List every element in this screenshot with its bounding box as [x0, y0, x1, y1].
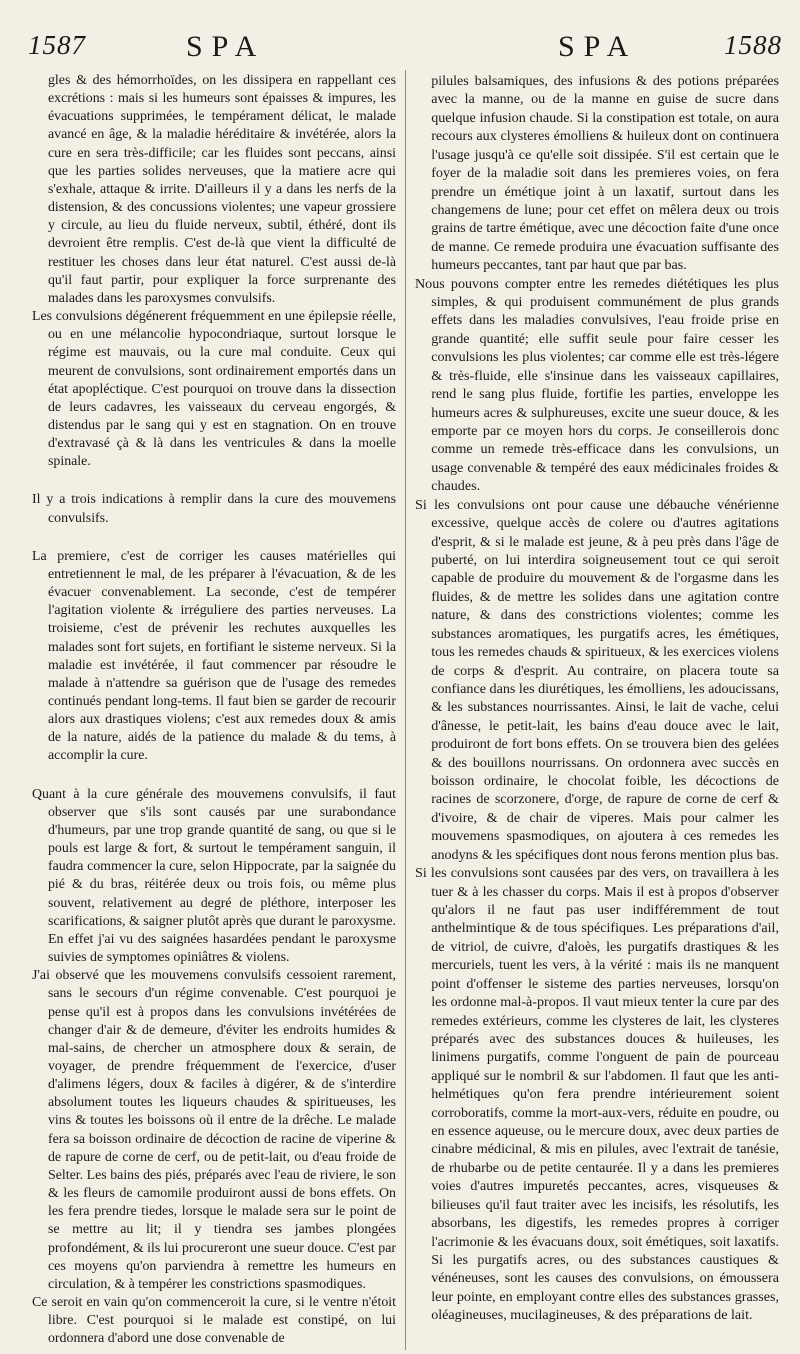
right-paragraph-1: pilules balsamiques, des infusions & des potions préparées avec la manne, ou de la manne en guise de sucre dans quelque infusion chaude. Si la constipation est totale, on aura recours aux clysteres émolliens & huileux dont on continuera l'usage jusqu'à ce qu'elle soit dissipée. S'il est certain que le foyer de la maladie soit dans les premieres voies, on fera prendre un émétique joint à un laxatif, surtout dans les changemens de lune; pour cet effet on mêlera deux ou trois grains de tartre émétique, avec une décoction faite d'une once de manne. Ce remede produira une évacuation suffisante des humeurs peccantes, tant par haut que par bas. [431, 73, 779, 274]
right-paragraph-4: Si les convulsions sont causées par des vers, on travaillera à les tuer & à les chasser du corps. Mais il est à propos d'observer qu'alors il ne faut pas user indifféremment de tout anthelmintique & de tous spécifiques. Les préparations d'ail, de vitriol, de cuivre, d'aloès, les purgatifs drastiques & les mercuriels, tuent les vers, à la vérité : mais ils ne manquent point d'offenser le sisteme des parties nerveuses, lorsqu'on les ordonne mal-à-propos. Il vaut mieux tenter la cure par des remedes extérieurs, comme les clysteres de lait, les clysteres préparés avec des substances douces & huileuses, les linimens purgatifs, comme l'onguent de pain de pourceau appliqué sur le nombril & sur l'abdomen. Il faut que les anti-helmétiques qu'on fera prendre intérieurement soient corroboratifs, comme la mort-aux-vers, réduite en poudre, ou en essence aqueuse, ou le mercure doux, avec deux parties de cinabre médicinal, & mis en pilules, avec l'extrait de tanésie, de rhubarbe ou de petite centaurée. Il y a dans les premieres voies d'autres impuretés peccantes, acres, visqueuses & bilieuses qu'il faut traiter avec les incisifs, les résolutifs, les absorbans, les digestifs, les remedes propres à corriger l'acrimonie & les évacuans doux, soit émétiques, soit laxatifs. Si les purgatifs acres, ou des substances caustiques & vénéneuses, sont les causes des convulsions, on émoussera leur pointe, en employant contre elles des substances grasses, oléagineuses, mucilagineuses, & des préparations de lait. [415, 865, 779, 1324]
left-running-head: SPA [186, 30, 266, 63]
right-page-number: 1588 [724, 30, 782, 60]
left-paragraph-2: Les convulsions dégénerent fréquemment en une épilepsie réelle, ou en une mélancolie hypocondriaque, surtout lorsque le régime est mauvais, ou la cure mal conduite. Ceux qui meurent de convulsions, sont ordinairement emportés dans un état apopléctique. C'est pourquoi on trouve dans la dissection de leurs cadavres, les vaisseaux du cerveau engorgés, & distendus par le sang qui y est en stagnation. On en trouve d'extravasé çà & là dans les ventricules & dans la moelle spinale. [32, 309, 396, 470]
left-column [32, 72, 396, 1348]
left-page-number: 1587 [28, 30, 86, 60]
right-column [415, 72, 779, 1325]
left-paragraph-3: Il y a trois indications à remplir dans la cure des mouvemens convulsifs. [32, 492, 396, 526]
column-divider [405, 70, 406, 1350]
left-paragraph-5: Quant à la cure générale des mouvemens convulsifs, il faut observer que s'ils sont causés par une surabondance d'humeurs, par une trop grande quantité de sang, ou que si le pouls est large & fort, & surtout le tempérament sanguin, il faudra commencer la cure, selon Hippocrate, par la saignée du pié & du bras, réitérée deux ou trois fois, ou même plus souvent, relativement au degré de pléthore, interposer les scarifications, & saigner plutôt après que durant le paroxysme. En effet j'ai vu des saignées hasardées pendant le paroxysme suivies de symptomes opiniâtres & violens. [32, 786, 396, 966]
right-paragraph-3: Si les convulsions ont pour cause une débauche vénérienne excessive, quelque accès de colere ou d'autres agitations d'esprit, & si le malade est jeune, & à peu près dans l'âge de puberté, on lui interdira soigneusement tout ce qui seroit capable de produire du mouvement & de l'orgasme dans les fluides, & de mettre les solides dans une agitation contre nature, & dans des constrictions violentes; comme les substances aromatiques, les purgatifs acres, les émétiques, tous les remedes chauds & spiritueux, & les exercices violens de corps & d'esprit. Au contraire, on placera toute sa confiance dans les diurétiques, les émolliens, les adoucissans, & les substances nourrissantes. Ainsi, le lait de vache, celui d'ânesse, le petit-lait, les bains d'eau douce avec le lait, produiront de fort bons effets. On se trouvera bien des gelées & des bouillons nourrissans. On ordonnera avec succès en boisson ordinaire, le chocolat foible, les décoctions de racines de scorzonere, d'orge, de rapure de corne de cerf & d'ivoire, & de chair de viperes. Mais pour calmer les mouvemens spasmodiques, on ajoutera à ces remedes les anodyns & les spécifiques dont nous ferons mention plus bas. [415, 496, 779, 863]
left-paragraph-7: Ce seroit en vain qu'on commenceroit la cure, si le ventre n'étoit libre. C'est pourquoi si le malade est constipé, on lui ordonnera d'abord une dose convenable de [32, 1295, 396, 1347]
right-running-head: SPA [558, 30, 638, 63]
left-paragraph-4: La premiere, c'est de corriger les causes matérielles qui entretiennent le mal, de les préparer à l'évacuation, & de les évacuer convenablement. La seconde, c'est de tempérer l'agitation violente & irréguliere des parties nerveuses. La troisieme, c'est de prévenir les rechutes auxquelles les malades sont fort sujets, en fortifiant le sisteme nerveux. Si la maladie est invétérée, il faut commencer par résoudre le malade à n'attendre sa guérison que de l'usage des remedes continués pendant long-tems. Il faut bien se garder de recourir alors aux drastiques violens; c'est aux remedes doux & amis de la nature, aidés de la patience du malade & du tems, à accomplir la cure. [32, 548, 396, 764]
left-paragraph-1: gles & des hémorrhoïdes, on les dissipera en rappellant ces excrétions : mais si les humeurs sont épaisses & impures, les évacuations supprimées, le tempérament délicat, le malade avancé en âge, & la maladie héréditaire & invétérée, alors la cure en sera très-difficile; car les fluides sont peccans, ainsi que les parties solides nerveuses, que la matiere acre qui s'exhale, attaque & irrite. D'ailleurs il y a dans les nerfs de la distension, & des concussions violentes; une vapeur grossiere y circule, au lieu du fluide nerveux, subtil, éthéré, dont ils devroient être remplis. C'est de-là que vient la difficulté de restituer les choses dans leur état naturel. C'est aussi de-là qu'il faut partir, pour expliquer la force surprenante des malades dans les paroxysmes convulsifs. [47, 73, 396, 306]
left-paragraph-6: J'ai observé que les mouvemens convulsifs cessoient rarement, sans le secours d'un régime convenable. C'est pourquoi je pense qu'il est à propos dans les convulsions invétérées de changer d'air & de demeure, d'éviter les endroits humides & mal-sains, de chercher un atmosphere doux & serain, de voyager, de prendre fréquemment de l'exercice, d'user d'alimens légers, doux & faciles à digérer, & de s'interdire absolument toutes les liqueurs chaudes & spiritueuses, les vins & toutes les boissons où il entre de la drêche. Le malade fera sa boisson ordinaire de décoction de racine de viperine & de rapure de corne de cerf, ou de petit-lait, ou d'eau froide de Selter. Les bains des piés, préparés avec l'eau de riviere, le son & les fleurs de camomile produiront aussi de bons effets. On les fera prendre tiedes, lorsque le malade sera sur le point de se mettre au lit; il y tiendra ses jambes plongées profondément, & ils lui procureront une sueur douce. C'est par ces moyens qu'on parviendra à remettre les humeurs en circulation, & à tempérer les constrictions spasmodiques. [32, 968, 396, 1292]
right-paragraph-2: Nous pouvons compter entre les remedes diététiques les plus simples, & qui produisent communément de plus grands effets dans les maladies convulsives, l'eau froide prise en grande quantité; elle suffit seule pour faire cesser les convulsions les plus violentes; car comme elle est très-légere & très-fluide, elle s'insinue dans les vaisseaux capillaires, rend le sang plus fluide, fortifie les parties, enveloppe les humeurs acres & sulphureuses, excite une sueur douce, & les emporte par ce moyen hors du corps. Je conseillerois donc comme un remede très-efficace dans les convulsions, un usage convenable & tempéré des eaux médicinales froides & chaudes. [415, 275, 779, 495]
